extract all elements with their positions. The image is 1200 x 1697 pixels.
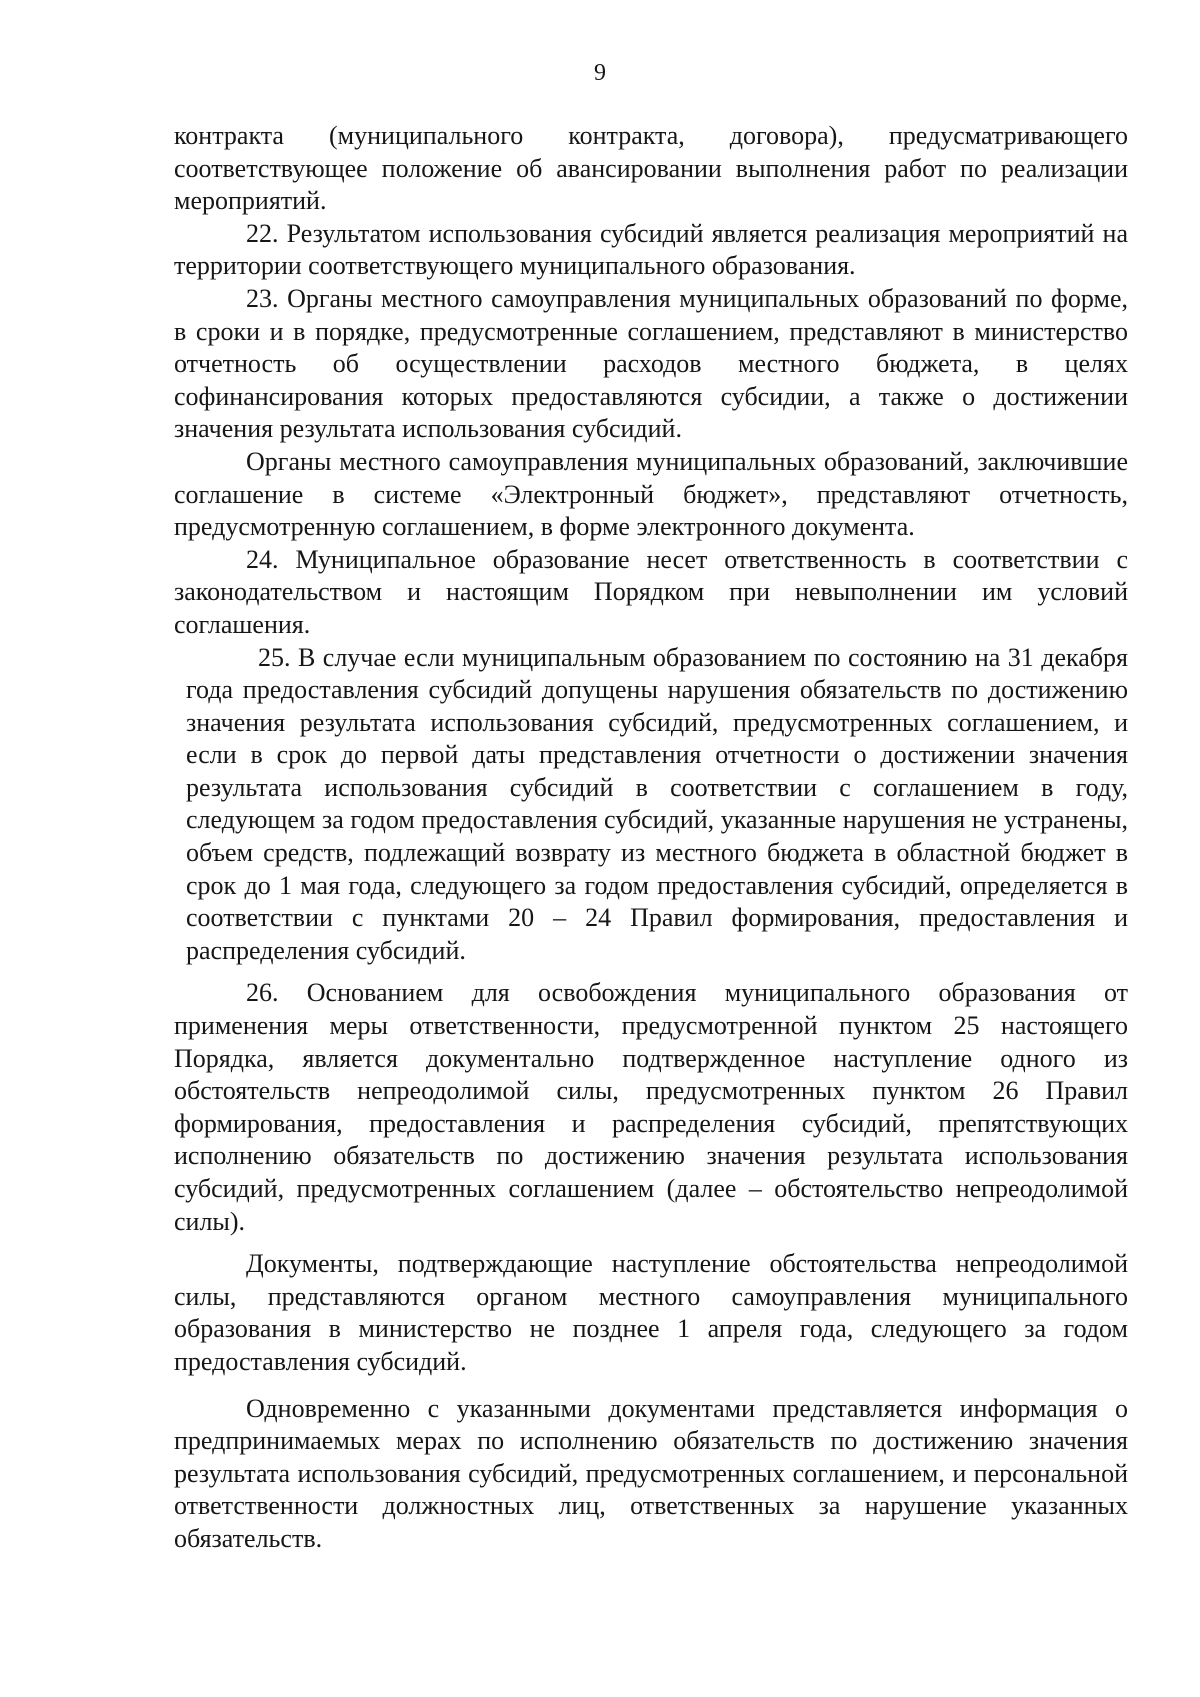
paragraph-24: 24. Муниципальное образование несет ответственность в соответствии с законодательством и настоящим Порядком при невыполнении им условий соглашения. [174,544,1128,639]
paragraph-26-documents: Документы, подтверждающие наступление обстоятельства непреодолимой силы, представляются органом местного самоуправления муниципального образования в министерство не позднее 1 апреля года, следующего за годом предоставления субсидий. [174,1249,1128,1376]
paragraph-continuation: контракта (муниципального контракта, договора), предусматривающего соответствующее положение об авансировании выполнения работ по реализации мероприятий. [174,121,1128,216]
paragraph-26: 26. Основанием для освобождения муниципального образования от применения меры ответственности, предусмотренной пунктом 25 настоящего Порядка, является документально подтвержденное наступление одного из обстоятельств непреодолимой силы, предусмотренных пунктом 26 Правил формирования, предоставления и распределения субсидий, препятствующих исполнению обязательств по достижению значения результата использования субсидий, предусмотренных соглашением (далее – обстоятельство непреодолимой силы). [174,978,1128,1236]
page-number: 9 [594,60,606,86]
document-body [174,120,1128,1556]
paragraph-25: 25. В случае если муниципальным образованием по состоянию на 31 декабря года предоставления субсидий допущены нарушения обязательств по достижению значения результата использования субсидий, предусмотренных соглашением, и если в срок до первой даты представления отчетности о достижении значения результата использования субсидий в соответствии с соглашением в году, следующем за годом предоставления субсидий, указанные нарушения не устранены, объем средств, подлежащий возврату из местного бюджета в областной бюджет в срок до 1 мая года, следующего за годом предоставления субсидий, определяется в соответствии с пунктами 20 – 24 Правил формирования, предоставления и распределения субсидий. [186,642,1128,965]
paragraph-23-reporting: Органы местного самоуправления муниципальных образований, заключившие соглашение в системе «Электронный бюджет», представляют отчетность, предусмотренную соглашением, в форме электронного документа. [174,446,1128,542]
paragraph-22: 22. Результатом использования субсидий является реализация мероприятий на территории соответствующего муниципального образования. [174,218,1128,281]
paragraph-23: 23. Органы местного самоуправления муниципальных образований по форме, в сроки и в порядке, предусмотренные соглашением, представляют в министерство отчетность об осуществлении расходов местного бюджета, в целях софинансирования которых предоставляются субсидии, а также о достижении значения результата использования субсидий. [174,283,1128,444]
paragraph-26-information: Одновременно с указанными документами представляется информация о предпринимаемых мерах по исполнению обязательств по достижению значения результата использования субсидий, предусмотренных соглашением, и персональной ответственности должностных лиц, ответственных за нарушение указанных обязательств. [174,1393,1128,1553]
